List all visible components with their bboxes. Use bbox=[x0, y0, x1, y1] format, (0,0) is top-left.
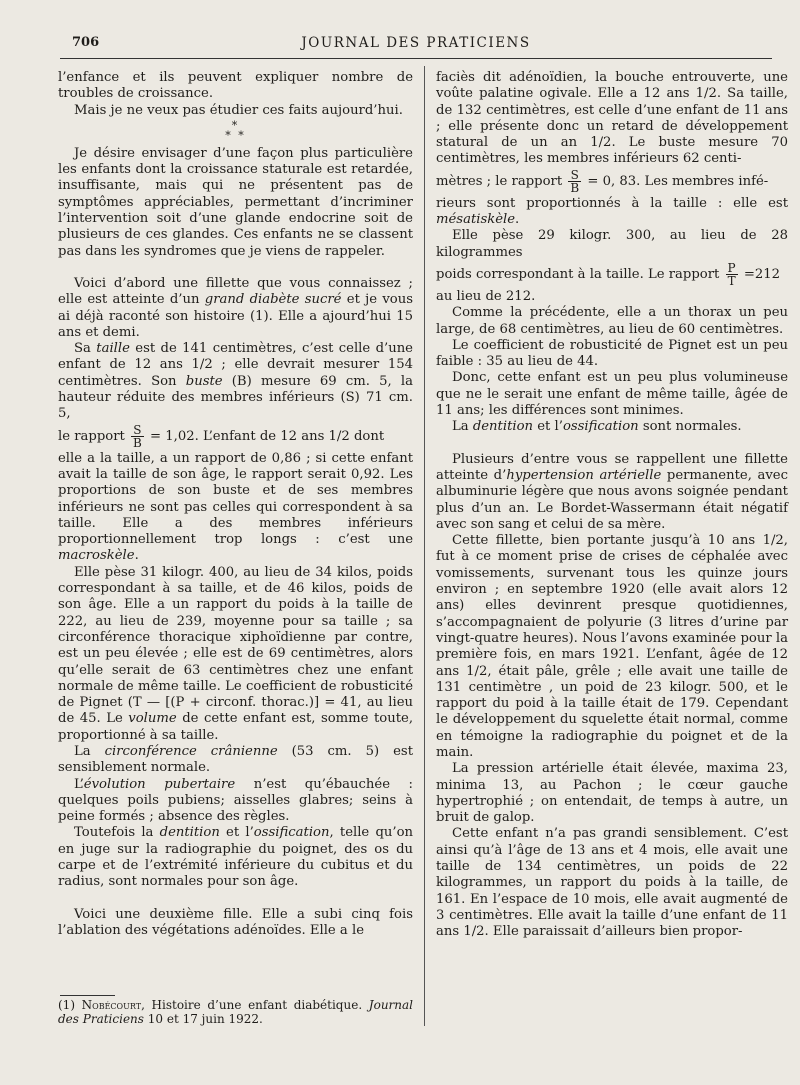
running-header bbox=[72, 35, 760, 57]
footnote: (1) Nobécourt, Histoire d’une enfant diabétique. Journal des Praticiens 10 et 17 juin 1922. bbox=[58, 998, 414, 1026]
paragraph: elle a la taille, a un rapport de 0,86 ; si cette enfant avait la taille de son âge, le rapport serait 0,92. Les proportions de son buste et de ses membres inférieurs ne sont pas celles qui correspondent à sa taille. Elle a des membres inférieurs proportionnellement trop longs : c’est une macroskèle. bbox=[58, 450, 413, 564]
paragraph: Voici d’abord une fillette que vous connaissez ; elle est atteinte d’un grand diabète sucré et je vous ai déjà raconté son histoire (1). Elle a ajourd’hui 15 ans et demi. bbox=[58, 275, 413, 340]
paragraph: Plusieurs d’entre vous se rappellent une fillette atteinte d’hypertension artérielle permanente, avec albuminurie légère que nous avons soignée pendant plus d’un an. Le Bordet-Wassermann était négatif avec son sang et celui de sa mère. bbox=[436, 451, 788, 532]
ratio-equation: le rapport $\frac{S}{B}$ = 1,02. L’enfant de 12 ans 1/2 dont bbox=[58, 422, 385, 450]
paragraph: Comme la précédente, elle a un thorax un peu large, de 68 centimètres, au lieu de 60 centimètres. bbox=[436, 305, 788, 337]
fraction: $\frac{P}{T}$ bbox=[727, 260, 736, 288]
paragraph: Cette fillette, bien portante jusqu’à 10 ans 1/2, fut à ce moment prise de crises de céphalée avec vomissements, survenant tous les quinze jours environ ; en septembre 1920 (elle avait alors 12 ans) elles devinrent presque quotidiennes, s’accompagnaient de polyurie (3 litres d’urine par vingt-quatre heures). Nous l’avons examinée pour la première fois, en mars 1921. L’enfant, âgée de 12 ans 1/2, était pâle, grêle ; elle avait une taille de 131 centimètre , un poid de 23 kilogr. 500, et le rapport du poid à la taille était de 179. Cependant le développement du squelette était normal, comme en témoigne la radiographie du poignet et de la main. bbox=[436, 533, 788, 760]
ratio-equation: poids correspondant à la taille. Le rapport $\frac{P}{T}$ =212 bbox=[436, 260, 781, 288]
column-divider bbox=[424, 66, 425, 1026]
paragraph: Elle pèse 31 kilogr. 400, au lieu de 34 kilos, poids correspondant à sa taille, et de 46 kilos, poids de son âge. Elle a un rapport du poids à la taille de 222, au lieu de 239, moyenne pour sa taille ; sa circonférence thoracique xiphoïdienne par contre, est un peu élevée ; elle est de 69 centimètres, alors qu’elle serait de 63 centimètres chez une enfant normale de même taille. Le coefficient de robusticité de Pignet (T — [(P + circonf. thorac.)] = 41, au lieu de 45. Le volume de cette enfant est, somme toute, proportionné à sa taille. bbox=[58, 564, 414, 743]
ratio-equation: mètres ; le rapport $\frac{S}{B}$ = 0, 83. Les membres infé- bbox=[436, 167, 769, 195]
paragraph: L’évolution pubertaire n’est qu’ébauchée : quelques poils pubiens; aisselles glabres; seins à peine formés ; absence des règles. bbox=[58, 776, 413, 825]
paragraph: Mais je ne veux pas étudier ces faits aujourd’hui. bbox=[74, 102, 403, 118]
paragraph: La dentition et l’ossification sont normales. bbox=[452, 419, 742, 435]
paragraph: La circonférence crânienne (53 cm. 5) est sensiblement normale. bbox=[58, 743, 413, 776]
section-separator: * * * bbox=[225, 118, 246, 142]
paragraph: Voici une deuxième fille. Elle a subi cinq fois l’ablation des végétations adénoïdes. Elle a le bbox=[58, 906, 413, 938]
footnote-rule bbox=[60, 995, 115, 996]
fraction: $\frac{S}{B}$ bbox=[570, 167, 580, 195]
paragraph: Toutefois la dentition et l’ossification, telle qu’on en juge sur la radiographie du poignet, des os du carpe et de l’extrémité inférieure du cubitus et du radius, sont normales pour son âge. bbox=[58, 825, 414, 890]
paragraph: Le coefficient de robusticité de Pignet est un peu faible : 35 au lieu de 44. bbox=[436, 337, 788, 370]
paragraph: l’enfance et ils peuvent expliquer nombre de troubles de croissance. bbox=[58, 70, 413, 102]
paragraph: faciès dit adénoïdien, la bouche entrouverte, une voûte palatine ogivale. Elle a 12 ans 1/2. Sa taille, de 132 centimètres, est celle d’une enfant de 11 ans ; elle présente donc un retard de développement statural de un an 1/2. Le buste mesure 70 centimètres, les membres inférieurs 62 centi- bbox=[436, 70, 788, 167]
journal-title: JOURNAL DES PRATICIENS bbox=[301, 35, 531, 51]
paragraph: Donc, cette enfant est un peu plus volumineuse que ne le serait une enfant de même taille, âgée de 11 ans; les différences sont minimes. bbox=[436, 370, 788, 419]
right-column bbox=[436, 70, 788, 941]
header-rule bbox=[60, 58, 772, 59]
left-column bbox=[58, 70, 413, 939]
page-number: 706 bbox=[72, 35, 100, 50]
paragraph: Elle pèse 29 kilogr. 300, au lieu de 28 kilogrammes bbox=[436, 228, 788, 260]
paragraph: rieurs sont proportionnés à la taille : elle est mésatiskèle. bbox=[436, 195, 788, 228]
paragraph: au lieu de 212. bbox=[436, 288, 536, 304]
fraction: $\frac{S}{B}$ bbox=[133, 422, 142, 450]
paragraph: Cette enfant n’a pas grandi sensiblement. C’est ainsi qu’à l’âge de 13 ans et 4 mois, elle avait une taille de 134 centimètres, un poids de 22 kilogrammes, un rapport du poids à la taille, de 161. En l’espace de 10 mois, elle avait augmenté de 3 centimètres. Elle avait la taille d’une enfant de 11 ans 1/2. Elle paraissait d’ailleurs bien propor- bbox=[436, 826, 788, 940]
paragraph: La pression artérielle était élevée, maxima 23, minima 13, au Pachon ; le cœur gauche hypertrophié ; on entendait, de temps à autre, un bruit de galop. bbox=[436, 761, 788, 826]
paragraph: Sa taille est de 141 centimètres, c’est celle d’une enfant de 12 ans 1/2 ; elle devrait mesurer 154 centimètres. Son buste (B) mesure 69 cm. 5, la hauteur réduite des membres inférieurs (S) 71 cm. 5, bbox=[58, 341, 413, 422]
paragraph: Je désire envisager d’une façon plus particulière les enfants dont la croissance staturale est retardée, insuffisante, mais qui ne présentent pas de symptômes appréciables, permettant d’incriminer l’intervention soit d’une glande endocrine soit de plusieurs de ces glandes. Ces enfants ne se classent pas dans les syndromes que je viens de rappeler. bbox=[58, 145, 413, 259]
